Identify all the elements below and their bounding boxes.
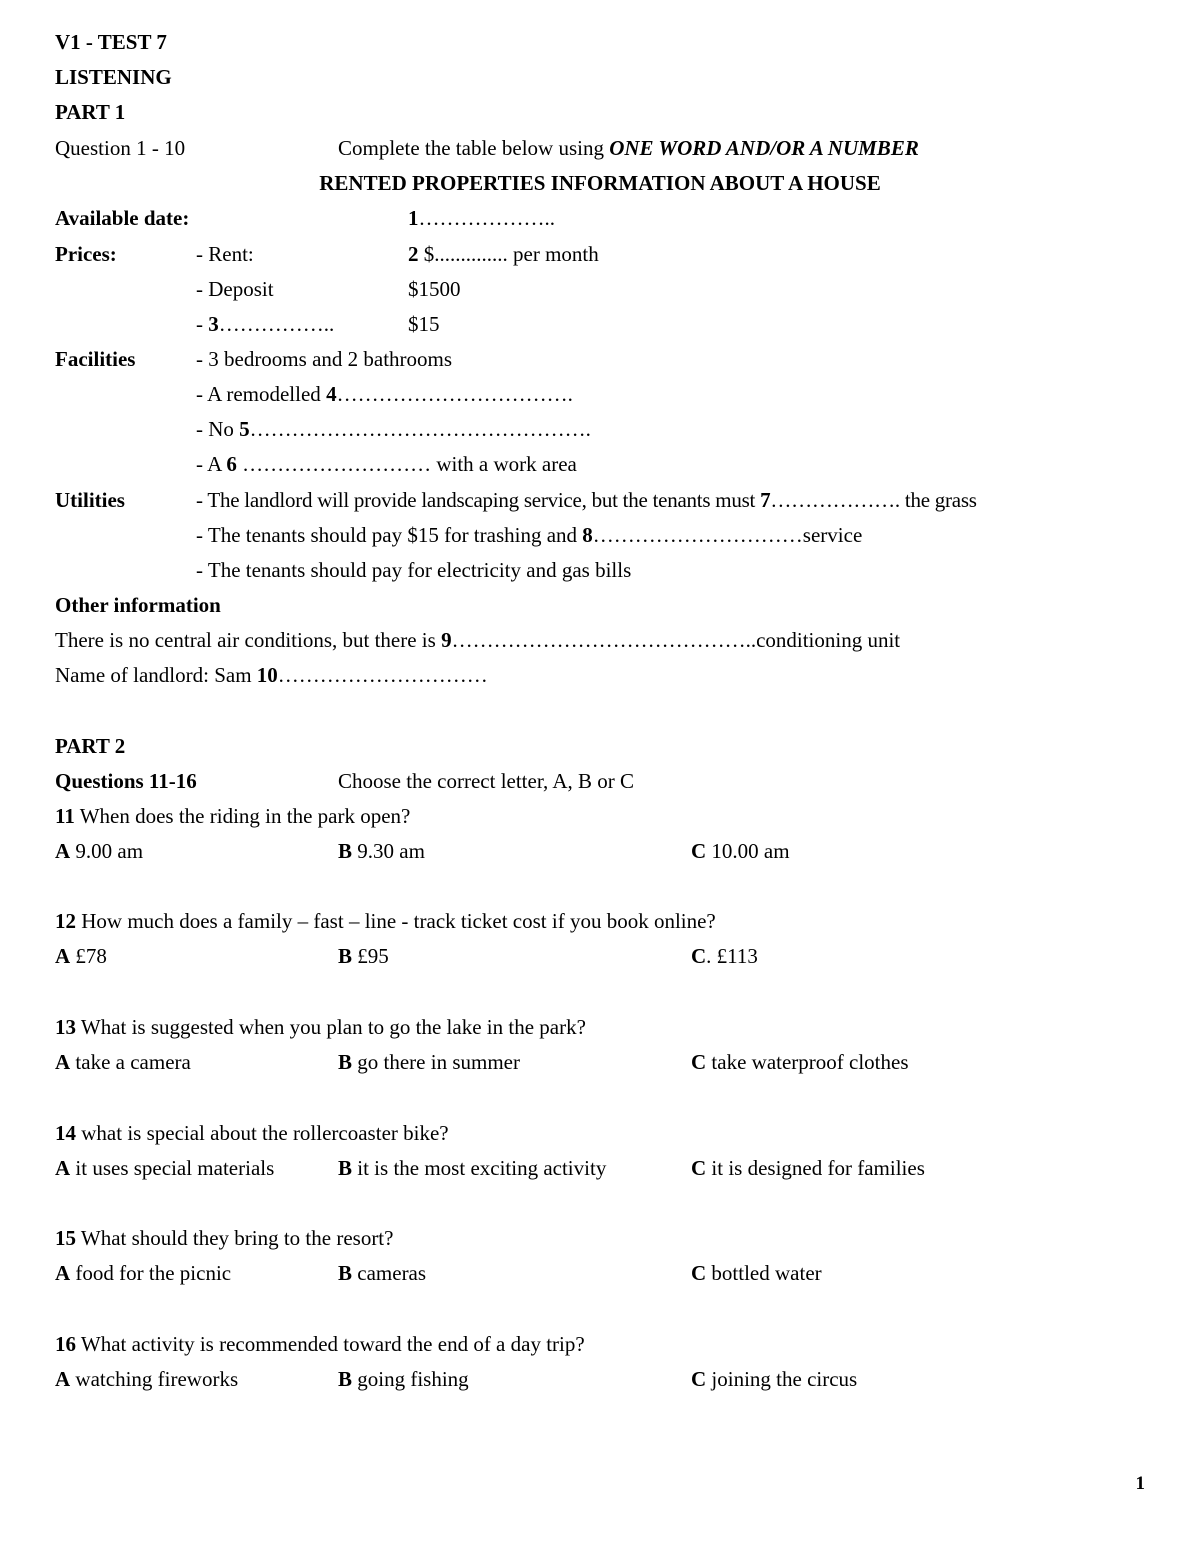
- option-c: [691, 1048, 909, 1076]
- option-text: it uses special materials: [70, 1156, 275, 1180]
- question-text: What should they bring to the resort?: [76, 1226, 394, 1250]
- item-prefix: - The tenants should pay $15 for trashing and: [196, 523, 583, 547]
- option-text: food for the picnic: [70, 1261, 232, 1285]
- question-number: 16: [55, 1332, 76, 1356]
- item-prefix: - A remodelled: [196, 382, 327, 406]
- option-text: it is designed for families: [706, 1156, 925, 1180]
- part1-instruction: [338, 134, 919, 162]
- option-letter: A: [55, 1050, 71, 1074]
- answer-blank: ………………………………………….: [249, 417, 591, 441]
- option-text: bottled water: [706, 1261, 822, 1285]
- option-letter: A: [55, 839, 71, 863]
- option-text: 10.00 am: [706, 839, 790, 863]
- option-letter: C: [691, 1367, 707, 1391]
- option-text: . £113: [706, 944, 758, 968]
- facility-1: - 3 bedrooms and 2 bathrooms: [196, 347, 453, 371]
- option-letter: B: [338, 944, 353, 968]
- rent-label: - Rent:: [196, 242, 254, 266]
- option-text: watching fireworks: [70, 1367, 239, 1391]
- option-a: [55, 1365, 238, 1393]
- option-text: take a camera: [70, 1050, 191, 1074]
- answer-blank: …………………………: [277, 663, 488, 687]
- option-text: 9.00 am: [70, 839, 144, 863]
- option-letter: A: [55, 1261, 71, 1285]
- answer-blank: …………………………service: [592, 523, 863, 547]
- option-a: [55, 1048, 191, 1076]
- answer-blank: ……………………………………..conditioning unit: [451, 628, 901, 652]
- item-prefix: - The landlord will provide landscaping service, but the tenants must: [196, 488, 761, 512]
- answer-9: [55, 626, 900, 654]
- option-text: joining the circus: [706, 1367, 858, 1391]
- instruction-prefix: Complete the table below using: [338, 136, 610, 160]
- question-15: [55, 1224, 393, 1252]
- part2-question-range: Questions 11-16: [55, 769, 197, 793]
- option-letter: B: [338, 839, 353, 863]
- question-text: what is special about the rollercoaster bike?: [76, 1121, 449, 1145]
- section-title: LISTENING: [55, 65, 172, 89]
- test-title: V1 - TEST 7: [55, 30, 167, 54]
- utilities-label: Utilities: [55, 488, 125, 512]
- answer-8: [196, 521, 862, 549]
- option-c: [691, 1365, 857, 1393]
- option-text: it is the most exciting activity: [352, 1156, 607, 1180]
- question-11: [55, 802, 410, 830]
- question-text: When does the riding in the park open?: [74, 804, 411, 828]
- option-letter: C: [691, 944, 707, 968]
- answer-10: [55, 661, 488, 689]
- option-c: [691, 1154, 925, 1182]
- question-number: 13: [55, 1015, 76, 1039]
- item3-value: $15: [408, 312, 440, 336]
- deposit-value: $1500: [408, 277, 461, 301]
- part2-title: PART 2: [55, 734, 126, 758]
- option-text: 9.30 am: [352, 839, 425, 863]
- answer-blank: ………………..: [418, 206, 555, 230]
- instruction-emphasis: ONE WORD AND/OR A NUMBER: [609, 136, 919, 160]
- question-14: [55, 1119, 449, 1147]
- answer-blank: …………………………….: [336, 382, 573, 406]
- option-a: [55, 837, 143, 865]
- question-number: 11: [55, 804, 75, 828]
- question-13: [55, 1013, 586, 1041]
- question-number: 15: [55, 1226, 76, 1250]
- option-a: [55, 1154, 274, 1182]
- question-number: 5: [239, 417, 250, 441]
- option-c: [691, 837, 790, 865]
- option-text: going fishing: [352, 1367, 469, 1391]
- question-number: 3: [208, 312, 219, 336]
- answer-blank: ……………………… with a work area: [236, 452, 577, 476]
- option-b: [338, 1365, 469, 1393]
- question-12: [55, 907, 716, 935]
- option-letter: A: [55, 1367, 71, 1391]
- question-number: 14: [55, 1121, 76, 1145]
- option-text: cameras: [352, 1261, 427, 1285]
- question-number: 2: [408, 242, 419, 266]
- option-b: [338, 1048, 520, 1076]
- available-date-label: Available date:: [55, 206, 190, 230]
- option-a: [55, 1259, 231, 1287]
- option-letter: C: [691, 1261, 707, 1285]
- question-number: 4: [326, 382, 337, 406]
- question-16: [55, 1330, 585, 1358]
- option-text: £78: [70, 944, 107, 968]
- utility-3: - The tenants should pay for electricity and gas bills: [196, 558, 632, 582]
- answer-2: [408, 240, 599, 268]
- question-number: 9: [441, 628, 452, 652]
- question-number: 6: [226, 452, 237, 476]
- item-prefix: There is no central air conditions, but there is: [55, 628, 442, 652]
- option-letter: A: [55, 1156, 71, 1180]
- facilities-label: Facilities: [55, 347, 136, 371]
- answer-4: [196, 380, 573, 408]
- question-number: 10: [256, 663, 278, 687]
- answer-3: [196, 310, 334, 338]
- part1-question-range: Question 1 - 10: [55, 136, 186, 160]
- option-letter: B: [338, 1261, 353, 1285]
- question-number: 1: [408, 206, 419, 230]
- option-letter: A: [55, 944, 71, 968]
- option-text: take waterproof clothes: [706, 1050, 909, 1074]
- question-number: 12: [55, 909, 76, 933]
- option-letter: B: [338, 1156, 353, 1180]
- answer-blank: $.............. per month: [418, 242, 599, 266]
- answer-5: [196, 415, 591, 443]
- option-c: [691, 1259, 822, 1287]
- option-letter: C: [691, 1050, 707, 1074]
- option-a: [55, 942, 107, 970]
- part2-instruction: Choose the correct letter, A, B or C: [338, 769, 634, 793]
- item-prefix: -: [196, 312, 209, 336]
- question-number: 7: [760, 488, 771, 512]
- option-letter: B: [338, 1367, 353, 1391]
- item-prefix: Name of landlord: Sam: [55, 663, 257, 687]
- question-text: How much does a family – fast – line - track ticket cost if you book online?: [76, 909, 716, 933]
- answer-6: [196, 450, 577, 478]
- question-number: 8: [582, 523, 593, 547]
- question-text: What activity is recommended toward the end of a day trip?: [76, 1332, 585, 1356]
- other-info-label: Other information: [55, 593, 221, 617]
- prices-label: Prices:: [55, 242, 117, 266]
- item-prefix: - No: [196, 417, 240, 441]
- option-text: £95: [352, 944, 389, 968]
- option-letter: C: [691, 839, 707, 863]
- answer-blank: ……………..: [218, 312, 335, 336]
- answer-blank: ………………. the grass: [770, 488, 977, 512]
- option-letter: B: [338, 1050, 353, 1074]
- option-b: [338, 1154, 606, 1182]
- answer-1: [408, 204, 555, 232]
- option-b: [338, 942, 389, 970]
- part1-title: PART 1: [55, 100, 126, 124]
- page-number: 1: [1135, 1473, 1145, 1494]
- option-letter: C: [691, 1156, 707, 1180]
- option-text: go there in summer: [352, 1050, 520, 1074]
- table-title: RENTED PROPERTIES INFORMATION ABOUT A HOUSE: [319, 171, 881, 195]
- option-b: [338, 837, 425, 865]
- item-prefix: - A: [196, 452, 227, 476]
- question-text: What is suggested when you plan to go the lake in the park?: [76, 1015, 586, 1039]
- option-c: [691, 942, 758, 970]
- answer-7: [196, 486, 977, 514]
- option-b: [338, 1259, 426, 1287]
- deposit-label: - Deposit: [196, 277, 274, 301]
